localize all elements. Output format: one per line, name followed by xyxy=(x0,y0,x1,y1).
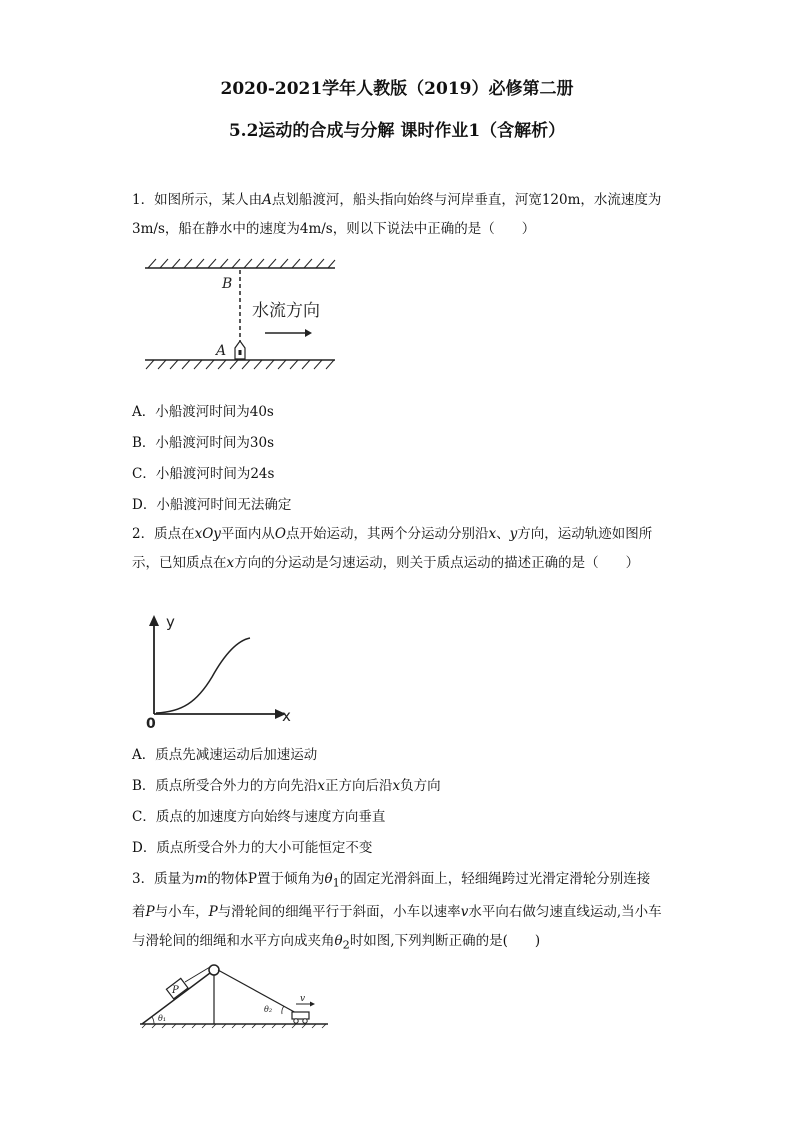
question-1-stem: 1．如图所示，某人由A点划船渡河，船头指向始终与河岸垂直，河宽120m，水流速度为3m/s，船在静水中的速度为4m/s，则以下说法中正确的是（ ） xyxy=(132,192,662,237)
flow-arrow-icon xyxy=(305,329,312,337)
velocity-arrow-icon xyxy=(310,1002,315,1007)
cart-wheel-right xyxy=(303,1019,307,1023)
y-axis-arrow-icon xyxy=(149,615,159,626)
river-crossing-figure xyxy=(140,256,340,376)
q1-option-b: B．小船渡河时间为30s xyxy=(132,435,275,451)
pulley-icon xyxy=(209,965,219,975)
theta2-label: θ₂ xyxy=(264,1005,273,1014)
q2-option-c: C．质点的加速度方向始终与速度方向垂直 xyxy=(132,809,386,825)
cart-body xyxy=(292,1012,309,1019)
y-axis-label: y xyxy=(166,613,175,631)
q2-option-b: B．质点所受合外力的方向先沿x正方向后沿x负方向 xyxy=(132,778,441,794)
point-b-label: B xyxy=(222,276,233,292)
theta1-label: θ₁ xyxy=(158,1014,167,1023)
q1-option-c: C．小船渡河时间为24s xyxy=(132,466,275,482)
q1-option-a: A．小船渡河时间为40s xyxy=(132,404,274,420)
flow-direction-label: 水流方向 xyxy=(252,301,320,321)
q2-option-a: A．质点先减速运动后加速运动 xyxy=(132,747,318,763)
cart-wheel-left xyxy=(294,1019,298,1023)
question-3-stem: 3．质量为m的物体P置于倾角为$\theta_1$的固定光滑斜面上，轻细绳跨过光滑定滑轮分别连接着P与小车，P与滑轮间的细绳平行于斜面，小车以速率v水平向右做匀速直线运动,当小车与滑轮间的细绳和水平方向成夹角$\theta_2$时如图,下列判断正确的是( ) xyxy=(132,871,662,952)
incline-pulley-figure xyxy=(136,962,332,1032)
x-axis-label: x xyxy=(282,707,291,725)
block-p-label: P xyxy=(172,985,179,996)
origin-label: 0 xyxy=(146,716,156,730)
trajectory-graph xyxy=(142,612,302,730)
question-2-stem: 2．质点在xOy平面内从O点开始运动，其两个分运动分别沿x、y方向，运动轨迹如图所示，已知质点在x方向的分运动是匀速运动，则关于质点运动的描述正确的是（ ） xyxy=(132,526,653,571)
q2-option-d: D．质点所受合外力的大小可能恒定不变 xyxy=(132,840,373,856)
title-line-1: 2020-2021学年人教版（2019）必修第二册 xyxy=(220,79,574,99)
point-a-label: A xyxy=(216,343,227,359)
title-line-2: 5.2运动的合成与分解 课时作业1（含解析） xyxy=(228,121,566,141)
trajectory-curve xyxy=(156,638,250,713)
velocity-label: v xyxy=(300,994,306,1004)
q1-option-d: D．小船渡河时间无法确定 xyxy=(132,497,292,513)
